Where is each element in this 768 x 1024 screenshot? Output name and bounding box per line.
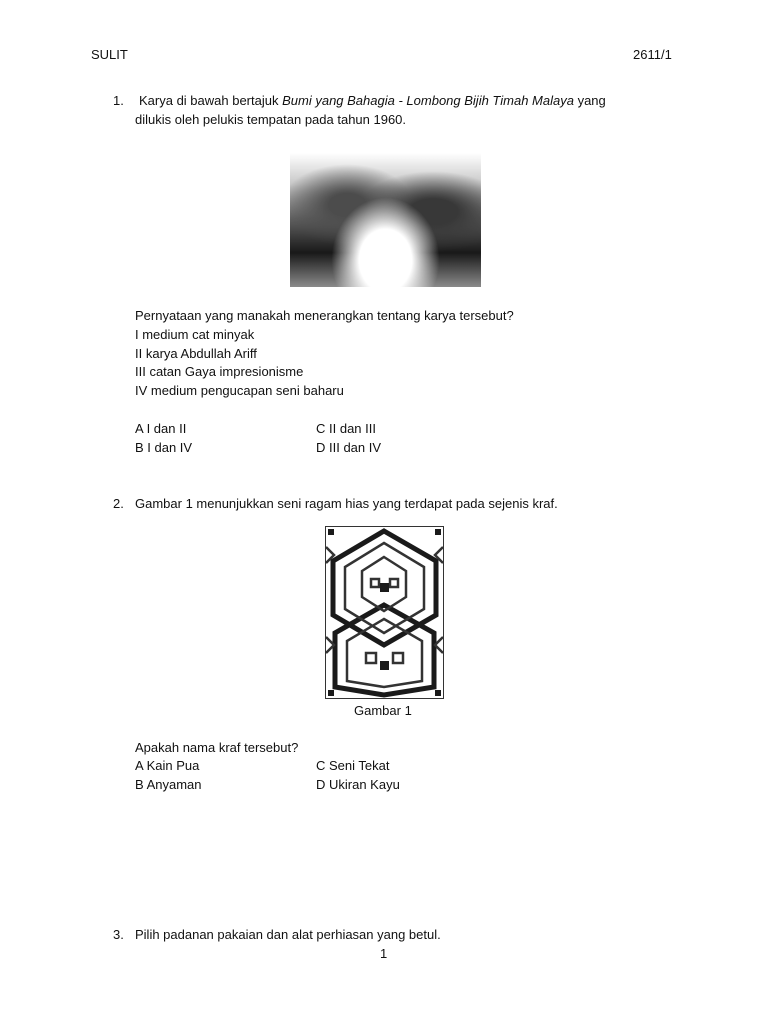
q2-option-a: A Kain Pua (135, 758, 200, 773)
q1-option-c: C II dan III (316, 421, 376, 436)
q2-number: 2. (113, 496, 124, 511)
figure-caption: Gambar 1 (354, 703, 412, 718)
q1-number: 1. (113, 93, 124, 108)
q1-intro-pre: Karya di bawah bertajuk (139, 93, 279, 108)
q2-intro: Gambar 1 menunjukkan seni ragam hias yang terdapat pada sejenis kraf. (135, 496, 558, 511)
q1-option-a: A I dan II (135, 421, 187, 436)
q3-number: 3. (113, 927, 124, 942)
page-number: 1 (380, 946, 388, 961)
header-right: 2611/1 (633, 47, 672, 62)
q1-option-b: B I dan IV (135, 440, 193, 455)
q1-statement-2: II karya Abdullah Ariff (135, 346, 257, 361)
q2-question: Apakah nama kraf tersebut? (135, 740, 299, 755)
q1-question: Pernyataan yang manakah menerangkan tentang karya tersebut? (135, 308, 514, 323)
q2-option-d: D Ukiran Kayu (316, 777, 400, 792)
q2-option-b: B Anyaman (135, 777, 202, 792)
q1-option-d: D III dan IV (316, 440, 382, 455)
header-left: SULIT (91, 47, 128, 62)
q1-title-b: Lombong Bijih Timah Malaya (406, 93, 574, 108)
q1-intro-line1 (139, 93, 606, 109)
q1-intro-post: yang (577, 93, 606, 108)
q2-option-c: C Seni Tekat (316, 758, 390, 773)
q1-statement-1: I medium cat minyak (135, 327, 255, 342)
q1-title-a: Bumi yang Bahagia - (282, 93, 403, 108)
motif-image (325, 526, 444, 699)
q3-intro: Pilih padanan pakaian dan alat perhiasan yang betul. (135, 927, 441, 942)
q1-intro-line2: dilukis oleh pelukis tempatan pada tahun 1960. (135, 112, 407, 127)
painting-image (290, 150, 481, 287)
q1-statement-3: III catan Gaya impresionisme (135, 364, 304, 379)
q1-statement-4: IV medium pengucapan seni baharu (135, 383, 344, 398)
